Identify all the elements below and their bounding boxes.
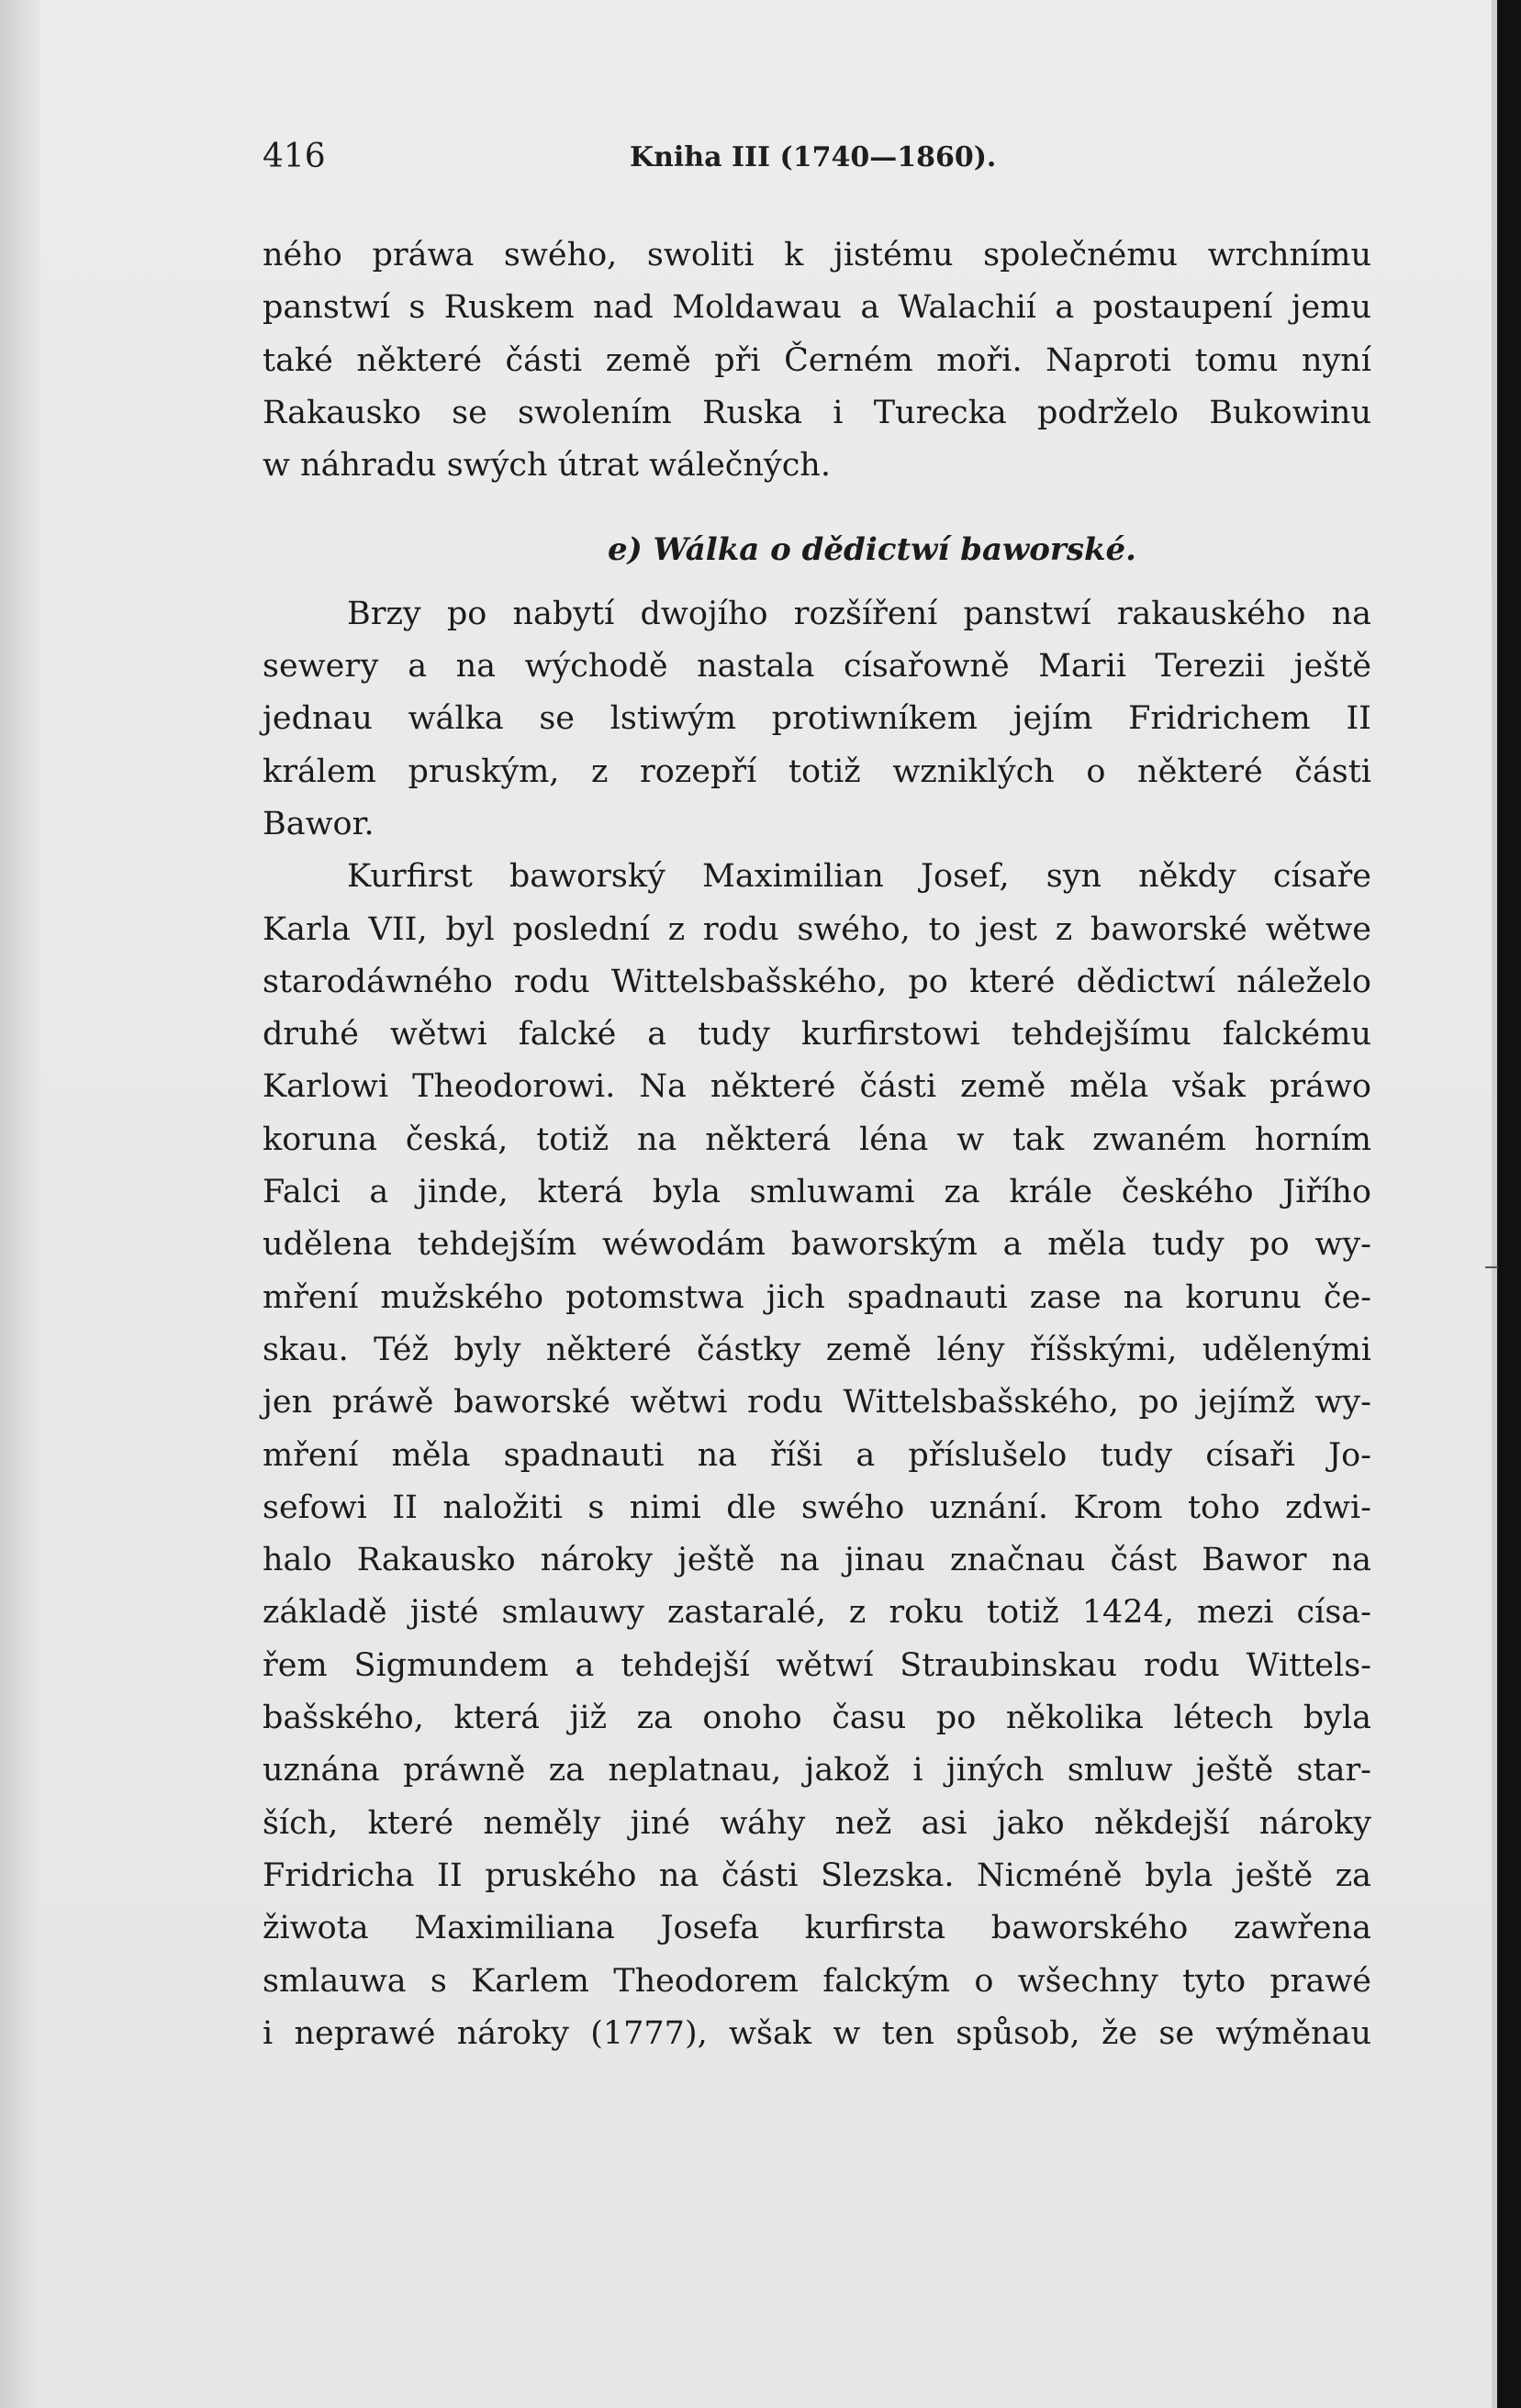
text-line: Kurfirst baworský Maximilian Josef, syn někdy císaře xyxy=(347,858,1371,896)
text-line: Karlowi Theodorowi. Na některé části země měla však práwo xyxy=(263,1068,1371,1106)
text-line: Bawor. xyxy=(263,805,375,842)
text-line: panstwí s Ruskem nad Moldawau a Walachií a postaupení jemu xyxy=(263,289,1371,327)
page-number: 416 xyxy=(263,138,326,175)
section-heading: e) Wálka o dědictwí baworské. xyxy=(607,531,1137,569)
text-line: i neprawé nároky (1777), wšak w ten spůsob, že se wýměnau xyxy=(263,2014,1371,2052)
text-line: základě jisté smlauwy zastaralé, z roku totiž 1424, mezi císa- xyxy=(263,1594,1371,1632)
text-line: halo Rakausko nároky ještě na jinau značnau část Bawor na xyxy=(263,1542,1371,1579)
paragraph-3 xyxy=(263,851,1371,2060)
text-line: druhé wětwi falcké a tudy kurfirstowi tehdejšímu falckému xyxy=(263,1016,1371,1054)
text-line: Brzy po nabytí dwojího rozšíření panstwí rakauského na xyxy=(347,595,1371,632)
text-line: Fridricha II pruského na části Slezska. Nicméně byla ještě za xyxy=(263,1856,1371,1894)
text-line: Falci a jinde, která byla smluwami za krále českého Jiřího xyxy=(263,1174,1371,1211)
text-line: uznána práwně za neplatnau, jakož i jiných smluw ještě star- xyxy=(263,1752,1371,1789)
text-line: mření měla spadnauti na říši a příslušelo tudy císaři Jo- xyxy=(263,1436,1371,1474)
text-line: w náhradu swých útrat wálečných. xyxy=(263,447,831,485)
page-header xyxy=(263,138,1371,193)
text-line: ného práwa swého, swoliti k jistému společnému wrchnímu xyxy=(263,237,1371,273)
text-line: koruna česká, totiž na některá léna w tak zwaném horním xyxy=(263,1120,1371,1158)
paragraph-2 xyxy=(263,588,1371,851)
text-line: žiwota Maximiliana Josefa kurfirsta baworského zawřena xyxy=(263,1910,1371,1947)
scanner-dark-edge xyxy=(1497,0,1521,2408)
text-line: ších, které neměly jiné wáhy než asi jako někdejší nároky xyxy=(263,1804,1371,1842)
margin-mark xyxy=(1485,1266,1498,1268)
text-line: bašského, která již za onoho času po několika létech byla xyxy=(263,1700,1371,1737)
text-line: mření mužského potomstwa jich spadnauti zase na korunu če- xyxy=(263,1278,1371,1316)
text-line: Rakausko se swolením Ruska i Turecka podrželo Bukowinu xyxy=(263,394,1371,431)
text-line: Karla VII, byl poslední z rodu swého, to jest z baworské wětwe xyxy=(263,910,1371,948)
text-line: starodáwného rodu Wittelsbašského, po které dědictwí náleželo xyxy=(263,963,1371,1000)
text-line: králem pruským, z rozepří totiž wzniklých o některé části xyxy=(263,752,1371,790)
text-line: skau. Též byly některé částky země lény říšskými, udělenými xyxy=(263,1331,1371,1368)
text-line: jen práwě baworské wětwi rodu Wittelsbašského, po jejímž wy- xyxy=(263,1384,1371,1421)
text-line: řem Sigmundem a tehdejší wětwí Straubinskau rodu Wittels- xyxy=(263,1646,1371,1684)
text-line: smlauwa s Karlem Theodorem falckým o wšechny tyto prawé xyxy=(263,1962,1371,2000)
running-head: Kniha III (1740—1860). xyxy=(630,141,997,173)
page-left-shadow xyxy=(0,0,40,2408)
body-text xyxy=(263,229,1371,2060)
text-line: také některé části země při Černém moři. Naproti tomu nyní xyxy=(263,341,1371,379)
text-line: sefowi II naložiti s nimi dle swého uznání. Krom toho zdwi- xyxy=(263,1488,1371,1526)
text-line: udělena tehdejším wéwodám baworským a měla tudy po wy- xyxy=(263,1226,1371,1264)
text-line: sewerу a na wýchodě nastala císařowně Marii Terezii ještě xyxy=(263,648,1371,686)
paragraph-1 xyxy=(263,229,1371,492)
text-line: jednau wálka se lstiwým protiwníkem jejím Fridrichem II xyxy=(263,700,1371,738)
